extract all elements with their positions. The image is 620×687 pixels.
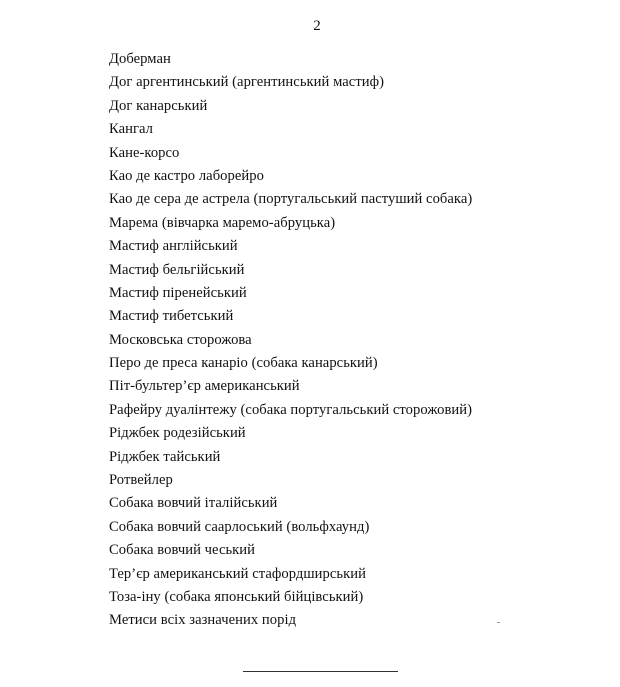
list-item: Собака вовчий чеський [109,542,256,559]
list-item: Кангал [109,121,154,138]
list-item: Ротвейлер [109,472,173,489]
list-item: Рафейру дуалінтежу (собака португальський сторожовий) [109,401,473,418]
list-item: Дог канарський [109,97,208,114]
list-item: Кане-корсо [109,144,180,161]
list-item: Піт-бультер’єр американський [109,378,300,395]
list-item: Ріджбек родезійський [109,425,246,442]
list-item: Тер’єр американський стафордширський [109,565,366,582]
breed-list [109,48,472,633]
list-item: Мастиф піренейський [109,284,247,301]
list-item: Марема (вівчарка маремо-абруцька) [109,214,336,231]
list-item: Собака вовчий італійський [109,495,278,512]
list-item: Перо де преса канаріо (собака канарський) [109,355,378,372]
list-item: Мастиф англійський [109,238,238,255]
footer-rule [243,671,398,672]
list-item: Московська сторожова [109,331,252,348]
list-item: Као де сера де астрела (португальський пастуший собака) [109,191,473,208]
list-item: Ріджбек тайський [109,448,221,465]
list-item: Мастиф бельгійський [109,261,245,278]
list-item: Мастиф тибетський [109,308,234,325]
list-item: Собака вовчий саарлоський (вольфхаунд) [109,518,370,535]
scan-speck [497,622,500,623]
list-item: Тоза-іну (собака японський бійцівський) [109,588,364,605]
page-number: 2 [313,18,321,34]
list-item: Као де кастро лаборейро [109,167,264,184]
list-item: Дог аргентинський (аргентинський мастиф) [109,74,385,91]
list-item: Доберман [109,51,171,67]
list-item: Метиси всіх зазначених порід [109,612,297,629]
